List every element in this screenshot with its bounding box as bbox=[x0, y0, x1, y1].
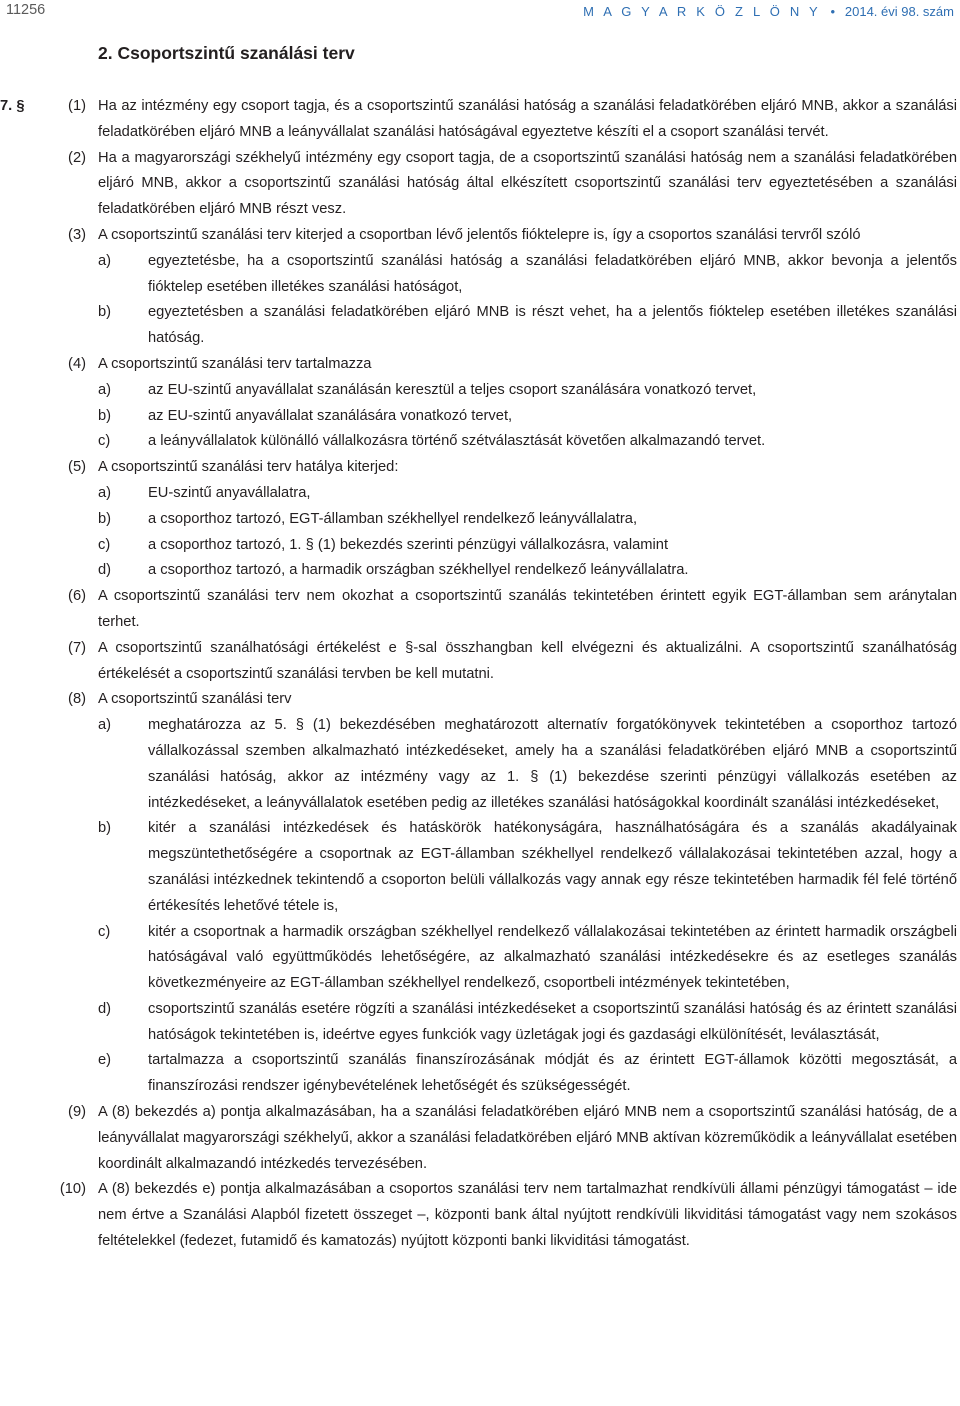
list-item-label: b) bbox=[98, 407, 112, 424]
paragraph-number-label: (9) bbox=[68, 1104, 86, 1121]
list-item-text: az EU-szintű anyavállalat szanálásán keresztül a teljes csoport szanálására vonatkozó tervet, bbox=[148, 381, 757, 398]
list-item-label: a) bbox=[98, 381, 112, 398]
list-item bbox=[98, 429, 957, 455]
paragraph bbox=[0, 223, 960, 352]
list-item-label: c) bbox=[98, 923, 111, 940]
article-number: 7. § bbox=[0, 98, 25, 114]
paragraph-number bbox=[0, 687, 86, 713]
page-number: 11256 bbox=[6, 2, 46, 18]
list-item-text: tartalmazza a csoportszintű szanálás finanszírozásának módját és az érintett EGT-államok közötti megosztását, a finanszírozási rendszer igénybevételének lehetőségét és szükségességét. bbox=[148, 1052, 957, 1095]
header-separator: • bbox=[830, 4, 836, 19]
list-item-label: d) bbox=[98, 562, 112, 579]
list-item-label: c) bbox=[98, 433, 111, 450]
page-header bbox=[0, 0, 960, 26]
article-body bbox=[0, 94, 960, 1255]
list-item-label: c) bbox=[98, 536, 111, 553]
paragraph-number-label: (4) bbox=[68, 355, 86, 372]
list-item-label: d) bbox=[98, 1000, 112, 1017]
list-item-text: kitér a csoportnak a harmadik országban székhellyel rendelkező vállalakozásai tekintetében az érintett harmadik országbeli hatóságával való együttműködés lehetőségére, az alkalmazható szanálási intézkedésekre és az esetleges szanálás következményeire az EGT-államban székhellyel rendelkező, csoportbeli intézmények tekintetében, bbox=[148, 923, 957, 992]
list-item-label: b) bbox=[98, 304, 112, 321]
list-item-text: csoportszintű szanálás esetére rögzíti a szanálási intézkedéseket a csoportszintű szanálási hatóság és az érintett szanálási hatóságok tekintetében is, ideértve egyes funkciók vagy üzletágak jogi és gazdasági elkülönítését, leválasztását, bbox=[148, 1000, 957, 1043]
list-item-label: e) bbox=[98, 1052, 112, 1069]
paragraph-number bbox=[0, 455, 86, 481]
paragraph-number bbox=[0, 1177, 86, 1203]
list-item-text: meghatározza az 5. § (1) bekezdésében meghatározott alternatív forgatókönyvek tekintetében a csoporthoz tartozó vállalkozással szemben alkalmazható intézkedéseket, amely ha a szanálási feladatkörében eljáró MNB a csoportszintű szanálási hatóság, akkor az intézmény vagy az 1. § (1) bekezdése szerinti pénzügyi vállalkozás esetében az intézkedéseket, a leányvállalatok esetében pedig az illetékes szanálási hatóságokkal koordinált szanálási intézkedéseket, bbox=[148, 717, 957, 811]
paragraph-number bbox=[0, 146, 86, 172]
paragraph-number bbox=[0, 636, 86, 662]
paragraph-number-label: (7) bbox=[68, 639, 86, 656]
paragraph bbox=[0, 94, 960, 146]
paragraph bbox=[0, 1177, 960, 1254]
paragraph-number bbox=[0, 223, 86, 249]
paragraph bbox=[0, 1100, 960, 1177]
list-item bbox=[98, 713, 957, 816]
paragraph-number-label: (8) bbox=[68, 691, 86, 708]
paragraph-text: A csoportszintű szanálási terv bbox=[98, 691, 292, 708]
paragraph-text: A (8) bekezdés e) pontja alkalmazásában a csoportos szanálási terv nem tartalmazhat rendkívüli állami pénzügyi támogatást – ide nem értve a Szanálási Alapból fizetett összeget –, központi bank által nyújtott rendkívüli likviditási támogatást vagy nem szokásos feltételekkel (fedezet, futamidő és kamatozás) nyújtott központi banki likviditási támogatást. bbox=[98, 1181, 957, 1250]
list-item-text: kitér a szanálási intézkedések és hatáskörök hatékonyságára, használhatóságára és a szanálás akadályainak megszüntethetőségére a csoportnak az EGT-államban székhellyel rendelkező vállalakozásai tekintetében azzal, hogy a szanálási intézkednek tekintendő a csoporton belüli vállalkozás vagy annak egy része tekintetében harmadik fél felé történő értékesítés lehetővé tétele is, bbox=[148, 820, 957, 914]
list-item-label: b) bbox=[98, 510, 112, 527]
journal-header bbox=[583, 4, 954, 19]
paragraph-number-label: (1) bbox=[68, 98, 86, 114]
list-item-text: az EU-szintű anyavállalat szanálására vonatkozó tervet, bbox=[148, 407, 513, 424]
list-item bbox=[98, 920, 957, 997]
list-item-text: egyeztetésben a szanálási feladatkörében eljáró MNB is részt vehet, ha a jelentős fióktelep esetében illetékes szanálási hatóság. bbox=[148, 304, 957, 347]
paragraph-number-label: (3) bbox=[68, 226, 86, 243]
issue-label: 2014. évi 98. szám bbox=[844, 4, 954, 19]
paragraph-number bbox=[0, 352, 86, 378]
list-item-text: a csoporthoz tartozó, a harmadik országban székhellyel rendelkező leányvállalatra. bbox=[148, 562, 689, 579]
list-item-label: a) bbox=[98, 484, 112, 501]
list-item bbox=[98, 816, 957, 919]
paragraph-text: A csoportszintű szanálási terv hatálya kiterjed: bbox=[98, 459, 399, 476]
list-item bbox=[98, 1048, 957, 1100]
journal-name: M A G Y A R K Ö Z L Ö N Y bbox=[583, 4, 821, 19]
list-item bbox=[98, 481, 957, 507]
paragraph-number-label: (6) bbox=[68, 588, 86, 605]
paragraph-text: Ha a magyarországi székhelyű intézmény egy csoport tagja, de a csoportszintű szanálási hatóság nem a szanálási feladatkörében eljáró MNB, akkor a csoportszintű szanálási hatóság által elkészített csoportszintű szanálási terv egyeztetésében a szanálási feladatkörében eljáró MNB részt vesz. bbox=[98, 149, 957, 218]
paragraph bbox=[0, 687, 960, 1100]
paragraph-number-label: (10) bbox=[59, 1181, 86, 1198]
list-item-label: b) bbox=[98, 820, 112, 837]
section-title: 2. Csoportszintű szanálási terv bbox=[98, 43, 355, 63]
paragraph bbox=[0, 455, 960, 584]
paragraph-text: A csoportszintű szanálási terv kiterjed a csoportban lévő jelentős fióktelepre is, így a csoportos szanálási tervről szóló bbox=[98, 226, 861, 243]
list-item-text: a csoporthoz tartozó, 1. § (1) bekezdés szerinti pénzügyi vállalkozásra, valamint bbox=[148, 536, 669, 553]
paragraph-number-label: (5) bbox=[68, 459, 86, 476]
list-item-label: a) bbox=[98, 252, 112, 269]
list-item-text: egyeztetésbe, ha a csoportszintű szanálási hatóság a szanálási feladatkörében eljáró MNB, akkor bevonja a jelentős fióktelep esetében illetékes szanálási hatóságot, bbox=[148, 252, 957, 295]
list-item-text: a csoporthoz tartozó, EGT-államban székhellyel rendelkező leányvállalatra, bbox=[148, 510, 638, 527]
list-item bbox=[98, 507, 957, 533]
paragraph-text: A csoportszintű szanálási terv nem okozhat a csoportszintű szanálás tekintetében érintett egyik EGT-államban sem aránytalan terhet. bbox=[98, 588, 957, 630]
paragraph bbox=[0, 146, 960, 223]
list-item bbox=[98, 249, 957, 301]
list-item bbox=[98, 997, 957, 1049]
paragraph-text: A (8) bekezdés a) pontja alkalmazásában, ha a szanálási feladatkörében eljáró MNB nem a csoportszintű szanálási hatóság, de a leányvállalat magyarországi székhelyű, akkor a szanálási feladatkörében eljáró MNB aktívan közreműködik a leányvállalat esetében koordinált alkalmazandó intézkedés tervezésében. bbox=[98, 1104, 957, 1172]
list-item-label: a) bbox=[98, 717, 112, 734]
paragraph bbox=[0, 584, 960, 636]
list-item bbox=[98, 533, 957, 559]
list-item-text: EU-szintű anyavállalatra, bbox=[148, 484, 311, 501]
paragraph-text: Ha az intézmény egy csoport tagja, és a csoportszintű szanálási hatóság a szanálási feladatkörében eljáró MNB, akkor a szanálási feladatkörében eljáró MNB a leányvállalat szanálási hatóságával egyeztetve készíti el a csoport szanálási tervét. bbox=[98, 98, 957, 140]
paragraph-text: A csoportszintű szanálhatósági értékelést e §-sal összhangban kell elvégezni és aktualizálni. A csoportszintű szanálhatóság értékelését a csoportszintű szanálási tervben be kell mutatni. bbox=[98, 639, 957, 682]
list-item bbox=[98, 558, 957, 584]
paragraph-number bbox=[0, 1100, 86, 1126]
paragraph bbox=[0, 352, 960, 455]
paragraph-number bbox=[0, 94, 86, 120]
paragraph-text: A csoportszintű szanálási terv tartalmazza bbox=[98, 355, 372, 372]
list-item bbox=[98, 300, 957, 352]
list-item bbox=[98, 378, 957, 404]
paragraph bbox=[0, 636, 960, 688]
paragraph-number bbox=[0, 584, 86, 610]
paragraph-number-label: (2) bbox=[68, 149, 86, 166]
list-item bbox=[98, 404, 957, 430]
list-item-text: a leányvállalatok különálló vállalkozásra történő szétválasztását követően alkalmazandó tervet. bbox=[148, 433, 766, 450]
